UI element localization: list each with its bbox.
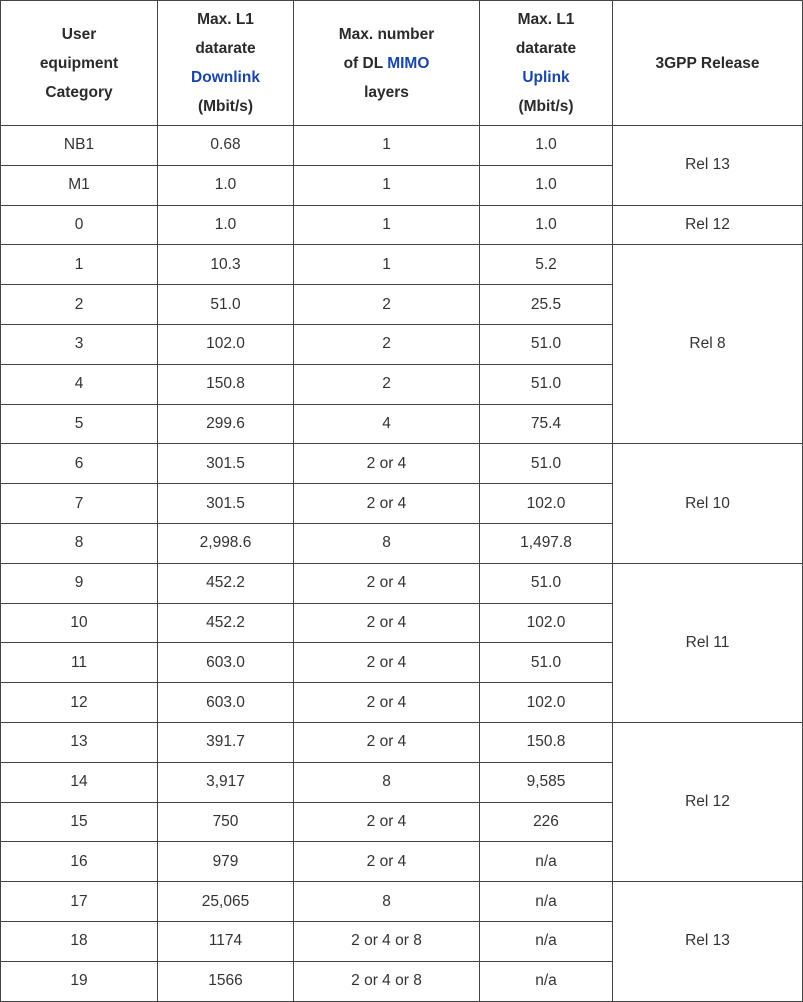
header-mimo-line-1: Max. number: [338, 25, 435, 43]
header-category-line-3: Category: [45, 83, 113, 101]
cell-uplink: 51.0: [480, 444, 613, 484]
cell-mimo: 4: [294, 404, 480, 444]
cell-release: Rel 11: [613, 563, 803, 722]
cell-category: 19: [1, 961, 158, 1001]
cell-mimo: 1: [294, 165, 480, 205]
cell-uplink: n/a: [480, 842, 613, 882]
header-category-line-2: equipment: [39, 54, 119, 72]
header-mimo-layers: [294, 1, 480, 126]
cell-mimo: 8: [294, 523, 480, 563]
cell-downlink: 979: [158, 842, 294, 882]
cell-downlink: 1566: [158, 961, 294, 1001]
cell-mimo: 1: [294, 205, 480, 245]
cell-category: 9: [1, 563, 158, 603]
cell-category: 16: [1, 842, 158, 882]
cell-category: 7: [1, 484, 158, 524]
cell-mimo: 2: [294, 364, 480, 404]
cell-category: 0: [1, 205, 158, 245]
header-downlink-rate: [158, 1, 294, 126]
cell-mimo: 2 or 4 or 8: [294, 921, 480, 961]
cell-downlink: 299.6: [158, 404, 294, 444]
header-release: 3GPP Release: [613, 1, 803, 126]
cell-mimo: 2 or 4: [294, 484, 480, 524]
cell-release: Rel 8: [613, 245, 803, 444]
cell-mimo: 8: [294, 762, 480, 802]
cell-release: Rel 13: [613, 882, 803, 1001]
cell-category: 1: [1, 245, 158, 285]
cell-downlink: 1174: [158, 921, 294, 961]
cell-uplink: 75.4: [480, 404, 613, 444]
mimo-link[interactable]: MIMO: [387, 54, 430, 72]
downlink-link[interactable]: Downlink: [191, 69, 260, 86]
header-category-line-1: User: [61, 25, 97, 43]
cell-uplink: 25.5: [480, 285, 613, 325]
cell-release: Rel 13: [613, 126, 803, 206]
cell-downlink: 25,065: [158, 882, 294, 922]
header-ul-line-1: Max. L1: [517, 11, 575, 28]
cell-downlink: 750: [158, 802, 294, 842]
cell-downlink: 391.7: [158, 722, 294, 762]
cell-mimo: 8: [294, 882, 480, 922]
cell-category: 3: [1, 324, 158, 364]
cell-mimo: 2 or 4: [294, 683, 480, 723]
cell-downlink: 301.5: [158, 484, 294, 524]
cell-release: Rel 12: [613, 722, 803, 881]
cell-mimo: 1: [294, 126, 480, 166]
cell-category: 17: [1, 882, 158, 922]
cell-mimo: 2 or 4: [294, 842, 480, 882]
cell-uplink: 51.0: [480, 364, 613, 404]
cell-release: Rel 10: [613, 444, 803, 563]
cell-downlink: 301.5: [158, 444, 294, 484]
cell-mimo: 2 or 4: [294, 722, 480, 762]
cell-mimo: 2 or 4: [294, 563, 480, 603]
cell-category: 13: [1, 722, 158, 762]
table-row: [1, 563, 803, 603]
cell-downlink: 3,917: [158, 762, 294, 802]
table-row: [1, 722, 803, 762]
cell-uplink: 1,497.8: [480, 523, 613, 563]
cell-downlink: 51.0: [158, 285, 294, 325]
cell-category: 18: [1, 921, 158, 961]
cell-mimo: 2 or 4: [294, 802, 480, 842]
cell-downlink: 452.2: [158, 603, 294, 643]
header-ul-line-4: (Mbit/s): [518, 98, 574, 115]
table-row: [1, 882, 803, 922]
table-row: [1, 205, 803, 245]
cell-uplink: 226: [480, 802, 613, 842]
cell-downlink: 0.68: [158, 126, 294, 166]
cell-downlink: 603.0: [158, 683, 294, 723]
cell-category: M1: [1, 165, 158, 205]
header-mimo-line-2-prefix: of DL: [343, 54, 388, 72]
cell-mimo: 1: [294, 245, 480, 285]
cell-uplink: n/a: [480, 921, 613, 961]
cell-downlink: 150.8: [158, 364, 294, 404]
cell-downlink: 2,998.6: [158, 523, 294, 563]
cell-uplink: 1.0: [480, 126, 613, 166]
cell-uplink: 102.0: [480, 603, 613, 643]
header-dl-line-4: (Mbit/s): [197, 98, 254, 115]
cell-release: Rel 12: [613, 205, 803, 245]
cell-mimo: 2 or 4: [294, 643, 480, 683]
cell-category: NB1: [1, 126, 158, 166]
cell-downlink: 10.3: [158, 245, 294, 285]
table-row: [1, 245, 803, 285]
cell-uplink: 1.0: [480, 205, 613, 245]
header-mimo-line-3: layers: [364, 83, 409, 101]
cell-uplink: n/a: [480, 882, 613, 922]
cell-category: 11: [1, 643, 158, 683]
cell-downlink: 1.0: [158, 165, 294, 205]
cell-category: 6: [1, 444, 158, 484]
cell-downlink: 1.0: [158, 205, 294, 245]
cell-uplink: 51.0: [480, 563, 613, 603]
cell-mimo: 2: [294, 324, 480, 364]
cell-category: 4: [1, 364, 158, 404]
header-ul-line-2: datarate: [515, 40, 577, 57]
cell-uplink: n/a: [480, 961, 613, 1001]
cell-mimo: 2: [294, 285, 480, 325]
cell-mimo: 2 or 4: [294, 444, 480, 484]
cell-uplink: 150.8: [480, 722, 613, 762]
table-row: [1, 444, 803, 484]
cell-category: 8: [1, 523, 158, 563]
cell-downlink: 102.0: [158, 324, 294, 364]
header-row: [1, 1, 803, 126]
cell-category: 15: [1, 802, 158, 842]
table-row: [1, 126, 803, 166]
header-category: [1, 1, 158, 126]
header-dl-line-2: datarate: [195, 40, 256, 57]
cell-uplink: 5.2: [480, 245, 613, 285]
cell-uplink: 1.0: [480, 165, 613, 205]
cell-downlink: 452.2: [158, 563, 294, 603]
uplink-link[interactable]: Uplink: [522, 69, 570, 86]
cell-uplink: 102.0: [480, 484, 613, 524]
cell-uplink: 51.0: [480, 643, 613, 683]
header-dl-line-1: Max. L1: [197, 11, 254, 28]
cell-category: 14: [1, 762, 158, 802]
cell-category: 2: [1, 285, 158, 325]
cell-category: 5: [1, 404, 158, 444]
cell-downlink: 603.0: [158, 643, 294, 683]
header-uplink-rate: [480, 1, 613, 126]
cell-uplink: 9,585: [480, 762, 613, 802]
cell-uplink: 102.0: [480, 683, 613, 723]
cell-uplink: 51.0: [480, 324, 613, 364]
cell-mimo: 2 or 4: [294, 603, 480, 643]
cell-category: 10: [1, 603, 158, 643]
cell-mimo: 2 or 4 or 8: [294, 961, 480, 1001]
header-mimo-line-2: [294, 49, 479, 78]
cell-category: 12: [1, 683, 158, 723]
